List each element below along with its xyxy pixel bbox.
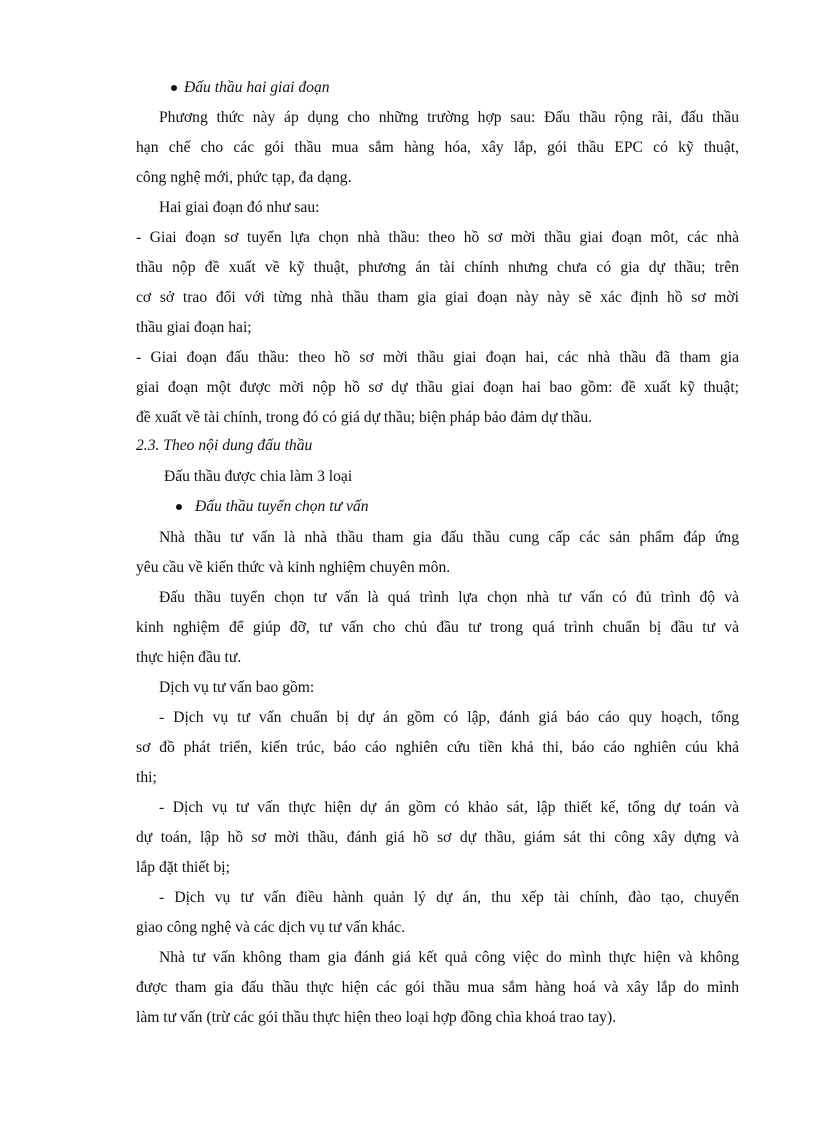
text-line: công nghệ mới, phức tạp, đa dạng. [136,169,352,186]
text-line: giai đoạn một được mời nộp hồ sơ dự thầu giai đoạn hai bao gồm: đề xuất kỹ thuật; [136,379,739,396]
text-line: sơ đồ phát triển, kiến trúc, báo cáo nghiên cứu tiền khả thi, báo cáo nghiên cúu khả [136,739,739,756]
subheading-consulting: Đấu thầu tuyển chọn tư vấn [195,498,369,515]
text-line: yêu cầu về kiến thức và kinh nghiệm chuyên môn. [136,559,451,576]
text-line: được tham gia đấu thầu thực hiện các gói thầu mua sắm hàng hoá và xây lắp do mình [136,979,739,996]
bullet-icon [176,504,182,510]
text-line: lắp đặt thiết bị; [136,859,230,876]
text-line: Dịch vụ tư vấn bao gồm: [159,679,315,696]
text-line: cơ sở trao đổi với từng nhà thầu tham gia giai đoạn này này sẽ xác định hồ sơ mời [136,289,739,306]
text-line: thực hiện đầu tư. [136,649,242,666]
text-line: Đấu thầu được chia làm 3 loại [164,468,353,485]
bullet-icon [171,85,177,91]
text-line: - Giai đoạn đấu thầu: theo hồ sơ mời thầu giai đoạn hai, các nhà thầu đã tham gia [136,349,739,366]
text-line: kinh nghiệm để giúp đỡ, tư vấn cho chủ đầu tư trong quá trình chuẩn bị đầu tư và [136,619,739,636]
text-line: - Dịch vụ tư vấn điều hành quản lý dự án, thu xếp tài chính, đào tạo, chuyển [159,889,739,906]
text-line: - Giai đoạn sơ tuyển lựa chọn nhà thầu: theo hồ sơ mời thầu giai đoạn môt, các nhà [136,229,739,246]
text-line: giao công nghệ và các dịch vụ tư vấn khác. [136,919,406,936]
text-line: Phương thức này áp dụng cho những trường hợp sau: Đấu thầu rộng rãi, đấu thầu [159,109,739,126]
text-line: hạn chế cho các gói thầu mua sắm hàng hóa, xây lắp, gói thầu EPC có kỹ thuật, [136,139,739,156]
text-line: - Dịch vụ tư vấn thực hiện dự án gồm có khảo sát, lập thiết kế, tổng dự toán và [159,799,739,816]
section-heading: 2.3. Theo nội dung đấu thầu [136,437,313,454]
subheading-two-stage-bidding: Đấu thầu hai giai đoạn [184,79,330,96]
text-line: Nhà thầu tư vấn là nhà thầu tham gia đấu thầu cung cấp các sản phẩm đáp ứng [159,529,739,546]
text-line: Nhà tư vấn không tham gia đánh giá kết quả công việc do mình thực hiện và không [159,949,739,966]
text-line: thầu nộp đề xuất về kỹ thuật, phương án tài chính nhưng chưa có gia dự thầu; trên [136,259,739,276]
text-line: Đấu thầu tuyển chọn tư vấn là quá trình lựa chọn nhà tư vấn có đủ trình độ và [159,589,739,606]
text-line: đề xuất về tài chính, trong đó có giá dự thầu; biện pháp bảo đảm dự thầu. [136,409,593,426]
text-line: Hai giai đoạn đó như sau: [159,199,320,216]
text-line: - Dịch vụ tư vấn chuẩn bị dự án gồm có lập, đánh giá báo cáo quy hoạch, tổng [159,709,739,726]
text-line: thi; [136,769,157,786]
text-line: thầu giai đoạn hai; [136,319,252,336]
text-line: làm tư vấn (trừ các gói thầu thực hiện theo loại hợp đồng chìa khoá trao tay). [136,1009,617,1026]
text-line: dự toán, lập hồ sơ mời thầu, đánh giá hồ sơ dự thầu, giám sát thi công xây dựng và [136,829,739,846]
